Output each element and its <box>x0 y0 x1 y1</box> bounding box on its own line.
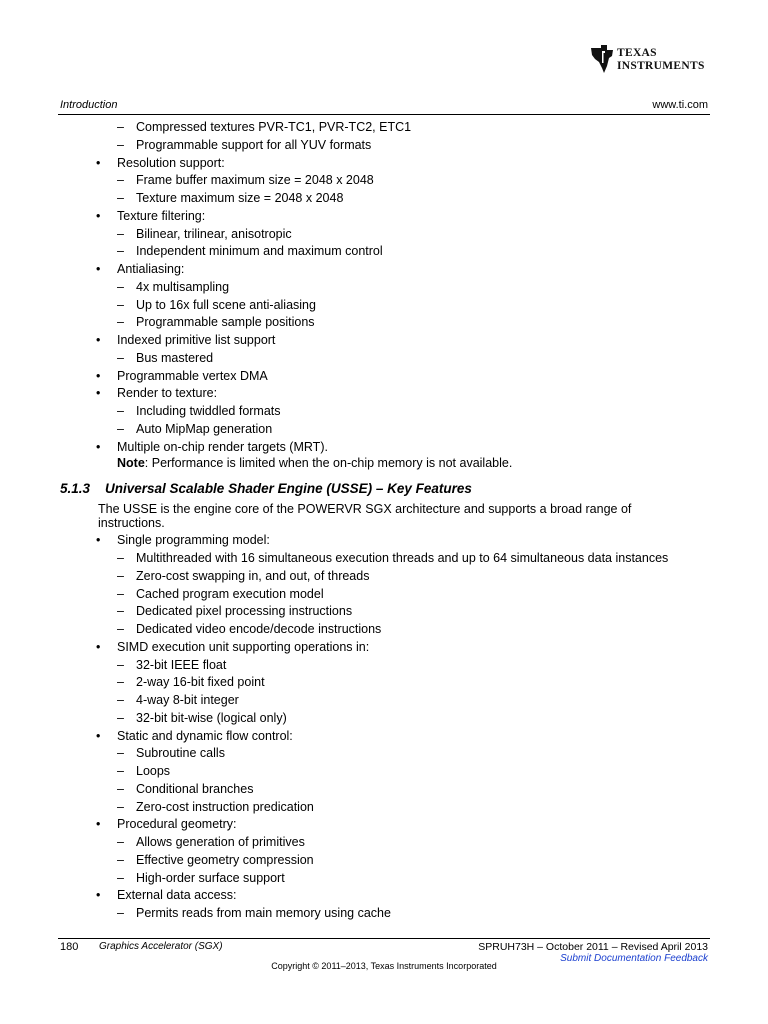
list-item <box>0 368 768 386</box>
feedback-link[interactable]: Submit Documentation Feedback <box>560 953 708 964</box>
sub-list-item <box>0 190 768 208</box>
sub-list-item <box>0 852 768 870</box>
list-item-text: Texture filtering: <box>117 208 206 223</box>
list-item-text: Programmable sample positions <box>136 315 315 330</box>
list-item-text: Programmable vertex DMA <box>117 368 268 383</box>
footer-copyright: Copyright © 2011–2013, Texas Instruments Incorporated <box>271 961 497 971</box>
dash-marker: – <box>117 551 124 565</box>
sub-list-item <box>0 870 768 888</box>
dash-marker: – <box>117 421 124 436</box>
sub-list-item <box>0 403 768 421</box>
dash-marker: – <box>117 799 124 814</box>
dash-marker: – <box>117 297 124 312</box>
list-item-text: Texture maximum size = 2048 x 2048 <box>136 191 344 205</box>
sub-list-item <box>0 905 768 923</box>
bullet-marker: • <box>96 386 101 401</box>
footer-doc-id: SPRUH73H – October 2011 – Revised April 2013 <box>478 941 708 953</box>
list-item-text: Multiple on-chip render targets (MRT). <box>117 439 328 454</box>
list-item-text: Bus mastered <box>136 350 214 365</box>
list-item-text: Static and dynamic flow control: <box>117 728 293 743</box>
bullet-marker: • <box>96 728 101 743</box>
sub-list-item <box>0 674 768 692</box>
sub-list-item <box>0 421 768 439</box>
sub-list-item <box>0 710 768 728</box>
list-item-text: External data access: <box>117 888 237 903</box>
dash-marker: – <box>117 137 124 152</box>
list-item-text: Frame buffer maximum size = 2048 x 2048 <box>136 173 374 188</box>
list-item-text: Permits reads from main memory using cache <box>136 906 391 920</box>
dash-marker: – <box>117 586 124 601</box>
header-website-link[interactable]: www.ti.com <box>652 99 708 111</box>
dash-marker: – <box>117 675 124 690</box>
logo-text-instruments: INSTRUMENTS <box>617 60 705 72</box>
dash-marker: – <box>117 604 124 619</box>
footer-doc-title: Graphics Accelerator (SGX) <box>99 941 223 952</box>
dash-marker: – <box>117 120 124 134</box>
section-title: Universal Scalable Shader Engine (USSE) – Key Features <box>105 481 472 497</box>
list-item <box>0 261 768 279</box>
page-content <box>0 119 768 923</box>
dash-marker: – <box>117 350 124 365</box>
list-item <box>0 639 768 657</box>
sub-list-item <box>0 172 768 190</box>
section-intro-paragraph: The USSE is the engine core of the POWERVR SGX architecture and supports a broad range of instructions. <box>98 502 632 531</box>
sub-list-item <box>0 119 768 137</box>
list-item-text: Resolution support: <box>117 155 225 170</box>
bullet-marker: • <box>96 639 101 654</box>
list-item-text: Including twiddled formats <box>136 404 281 418</box>
dash-marker: – <box>117 764 124 778</box>
dash-marker: – <box>117 657 124 672</box>
note-text: : Performance is limited when the on-chip memory is not available. <box>144 456 513 471</box>
list-item-text: Dedicated pixel processing instructions <box>136 604 353 619</box>
list-item-text: High-order surface support <box>136 870 285 885</box>
list-item-text: Auto MipMap generation <box>136 421 273 436</box>
list-item-text: Zero-cost swapping in, and out, of threads <box>136 568 370 583</box>
bullet-marker: • <box>96 817 101 832</box>
sub-list-item <box>0 568 768 586</box>
list-item-text: Conditional branches <box>136 781 254 796</box>
list-item-text: Compressed textures PVR-TC1, PVR-TC2, ETC1 <box>136 120 412 134</box>
sub-list-item <box>0 621 768 639</box>
list-item-text: Procedural geometry: <box>117 817 237 832</box>
dash-marker: – <box>117 746 124 761</box>
list-item <box>0 155 768 173</box>
list-item <box>0 385 768 403</box>
list-item-text: 4-way 8-bit integer <box>136 693 239 707</box>
bullet-marker: • <box>96 155 101 170</box>
bullet-marker: • <box>96 333 101 347</box>
dash-marker: – <box>117 279 124 294</box>
header-rule <box>58 114 710 115</box>
list-item-text: 2-way 16-bit fixed point <box>136 675 265 690</box>
bullet-marker: • <box>96 208 101 223</box>
sub-list-item <box>0 763 768 781</box>
feature-list-usse <box>0 532 768 923</box>
note-line <box>0 456 768 471</box>
list-item-text: SIMD execution unit supporting operations in: <box>117 639 370 654</box>
list-item-text: Zero-cost instruction predication <box>136 799 314 814</box>
footer-page-number: 180 <box>60 941 79 953</box>
bullet-marker: • <box>96 262 101 276</box>
dash-marker: – <box>117 693 124 707</box>
list-item <box>0 887 768 905</box>
list-item <box>0 816 768 834</box>
list-item-text: Antialiasing: <box>117 262 185 276</box>
list-item-text: Multithreaded with 16 simultaneous execution threads and up to 64 simultaneous data instances <box>136 551 669 565</box>
dash-marker: – <box>117 852 124 867</box>
sub-list-item <box>0 314 768 332</box>
footer-rule <box>58 938 710 939</box>
list-item-text: 32-bit IEEE float <box>136 657 227 672</box>
list-item-text: 32-bit bit-wise (logical only) <box>136 710 287 725</box>
sub-list-item <box>0 781 768 799</box>
dash-marker: – <box>117 404 124 418</box>
sub-list-item <box>0 603 768 621</box>
list-item-text: Single programming model: <box>117 533 270 548</box>
logo-text-texas: TEXAS <box>617 47 657 59</box>
list-item-text: Render to texture: <box>117 386 218 401</box>
list-item-text: Indexed primitive list support <box>117 333 276 347</box>
section-number: 5.1.3 <box>60 481 91 497</box>
dash-marker: – <box>117 315 124 330</box>
list-item-text: Effective geometry compression <box>136 852 314 867</box>
sub-list-item <box>0 799 768 817</box>
list-item <box>0 332 768 350</box>
list-item <box>0 532 768 550</box>
bullet-marker: • <box>96 439 101 454</box>
sub-list-item <box>0 745 768 763</box>
sub-list-item <box>0 550 768 568</box>
dash-marker: – <box>117 870 124 885</box>
bullet-marker: • <box>96 368 101 383</box>
dash-marker: – <box>117 226 124 241</box>
dash-marker: – <box>117 710 124 725</box>
list-item-text: Loops <box>136 764 171 778</box>
list-item-text: Cached program execution model <box>136 586 324 601</box>
sub-list-item <box>0 657 768 675</box>
dash-marker: – <box>117 244 124 259</box>
list-item-text: Independent minimum and maximum control <box>136 244 383 259</box>
dash-marker: – <box>117 781 124 796</box>
dash-marker: – <box>117 568 124 583</box>
feature-list-top <box>0 119 768 456</box>
list-item-text: Subroutine calls <box>136 746 225 761</box>
sub-list-item <box>0 226 768 244</box>
header-section-name: Introduction <box>60 99 118 111</box>
dash-marker: – <box>117 622 124 636</box>
list-item-text: Allows generation of primitives <box>136 835 305 849</box>
dash-marker: – <box>117 835 124 849</box>
sub-list-item <box>0 834 768 852</box>
section-heading <box>0 478 768 500</box>
sub-list-item <box>0 586 768 604</box>
list-item <box>0 439 768 457</box>
list-item-text: Dedicated video encode/decode instructions <box>136 622 382 636</box>
list-item-text: Up to 16x full scene anti-aliasing <box>136 297 316 312</box>
list-item-text: Bilinear, trilinear, anisotropic <box>136 226 292 241</box>
sub-list-item <box>0 692 768 710</box>
sub-list-item <box>0 279 768 297</box>
sub-list-item <box>0 243 768 261</box>
list-item <box>0 728 768 746</box>
bullet-marker: • <box>96 888 101 903</box>
list-item-text: Programmable support for all YUV formats <box>136 137 372 152</box>
dash-marker: – <box>117 173 124 188</box>
sub-list-item <box>0 137 768 155</box>
bullet-marker: • <box>96 533 101 548</box>
ti-logo[interactable] <box>588 44 712 74</box>
dash-marker: – <box>117 191 124 205</box>
sub-list-item <box>0 350 768 368</box>
sub-list-item <box>0 297 768 315</box>
note-label: Note <box>117 456 145 471</box>
list-item-text: 4x multisampling <box>136 279 230 294</box>
list-item <box>0 208 768 226</box>
texas-instruments-logo-icon <box>588 44 616 74</box>
dash-marker: – <box>117 906 124 920</box>
